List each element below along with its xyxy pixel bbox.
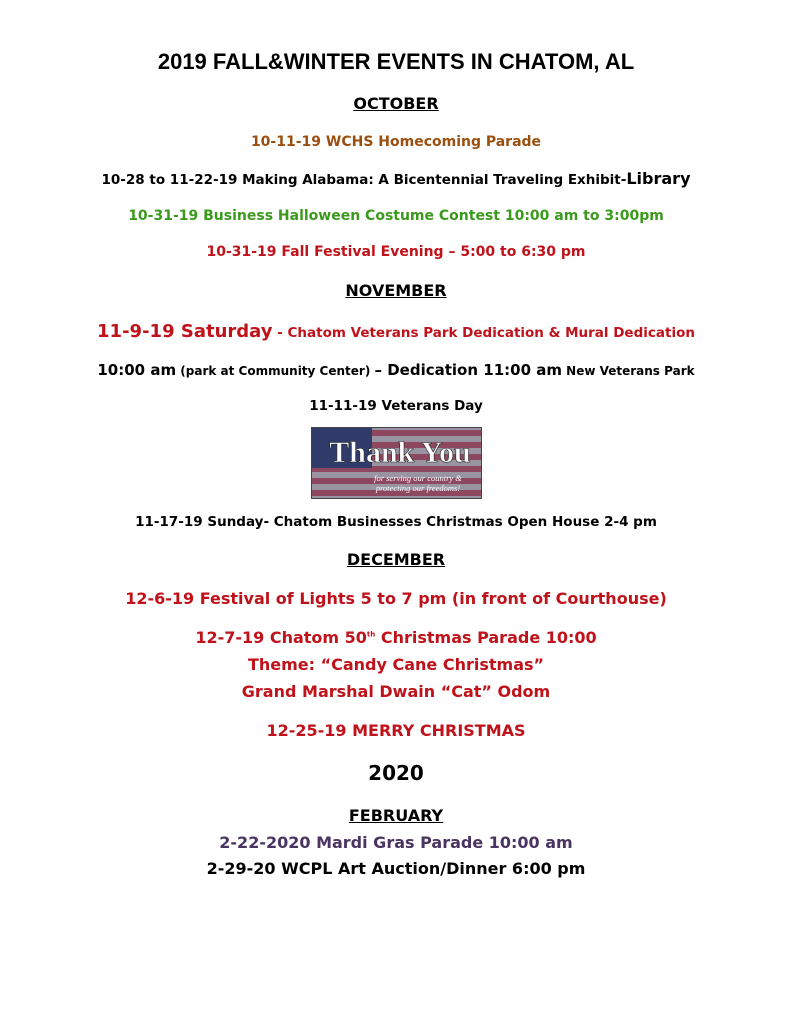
year-2020-heading: 2020 — [368, 761, 424, 785]
open-house-event: 11-17-19 Sunday- Chatom Businesses Christmas Open House 2-4 pm — [135, 514, 657, 530]
merry-christmas: 12-25-19 MERRY CHRISTMAS — [266, 721, 526, 740]
grand-marshal: Grand Marshal Dwain “Cat” Odom — [241, 682, 551, 701]
parade-superscript: th — [366, 630, 376, 639]
banner-subtitle-1: for serving our country & — [374, 473, 462, 483]
parade-text-b: Christmas Parade 10:00 — [375, 628, 597, 647]
mardi-gras-event: 2-22-2020 Mardi Gras Parade 10:00 am — [219, 833, 573, 852]
park-name: New Veterans Park — [561, 364, 695, 378]
exhibit-event — [0, 171, 792, 188]
banner-subtitle-2: protecting our freedoms! — [375, 483, 461, 493]
february-heading: FEBRUARY — [348, 806, 444, 825]
festival-of-lights: 12-6-19 Festival of Lights 5 to 7 pm (in front of Courthouse) — [125, 589, 667, 608]
october-heading: OCTOBER — [353, 94, 439, 113]
time-start: 10:00 am — [97, 361, 177, 379]
december-heading: DECEMBER — [346, 550, 446, 569]
fall-festival-event: 10-31-19 Fall Festival Evening – 5:00 to 6:30 pm — [206, 244, 586, 260]
halloween-event: 10-31-19 Business Halloween Costume Contest 10:00 am to 3:00pm — [128, 208, 664, 224]
banner-title: Thank You — [329, 436, 471, 469]
dedication-date: 11-9-19 Saturday — [97, 321, 273, 342]
dedication-times — [0, 363, 792, 378]
parade-text-a: 12-7-19 Chatom 50 — [195, 628, 367, 647]
page-title: 2019 FALL&WINTER EVENTS IN CHATOM, AL — [157, 49, 635, 74]
parade-theme: Theme: “Candy Cane Christmas” — [247, 655, 545, 674]
dash: – — [374, 361, 388, 379]
flag-image — [312, 428, 481, 498]
dedication-event — [0, 323, 792, 341]
thank-you-banner — [311, 427, 482, 499]
exhibit-text: 10-28 to 11-22-19 Making Alabama: A Bicentennial Traveling Exhibit- — [101, 172, 627, 188]
christmas-parade — [0, 630, 792, 646]
art-auction-event: 2-29-20 WCPL Art Auction/Dinner 6:00 pm — [206, 859, 586, 878]
november-heading: NOVEMBER — [345, 281, 447, 300]
homecoming-event: 10-11-19 WCHS Homecoming Parade — [250, 134, 542, 150]
veterans-day: 11-11-19 Veterans Day — [309, 398, 483, 414]
time-dedication: Dedication 11:00 am — [387, 361, 562, 379]
dedication-title: - Chatom Veterans Park Dedication & Mural Dedication — [272, 325, 695, 341]
park-note: (park at Community Center) — [176, 364, 375, 378]
exhibit-place: Library — [626, 169, 691, 188]
